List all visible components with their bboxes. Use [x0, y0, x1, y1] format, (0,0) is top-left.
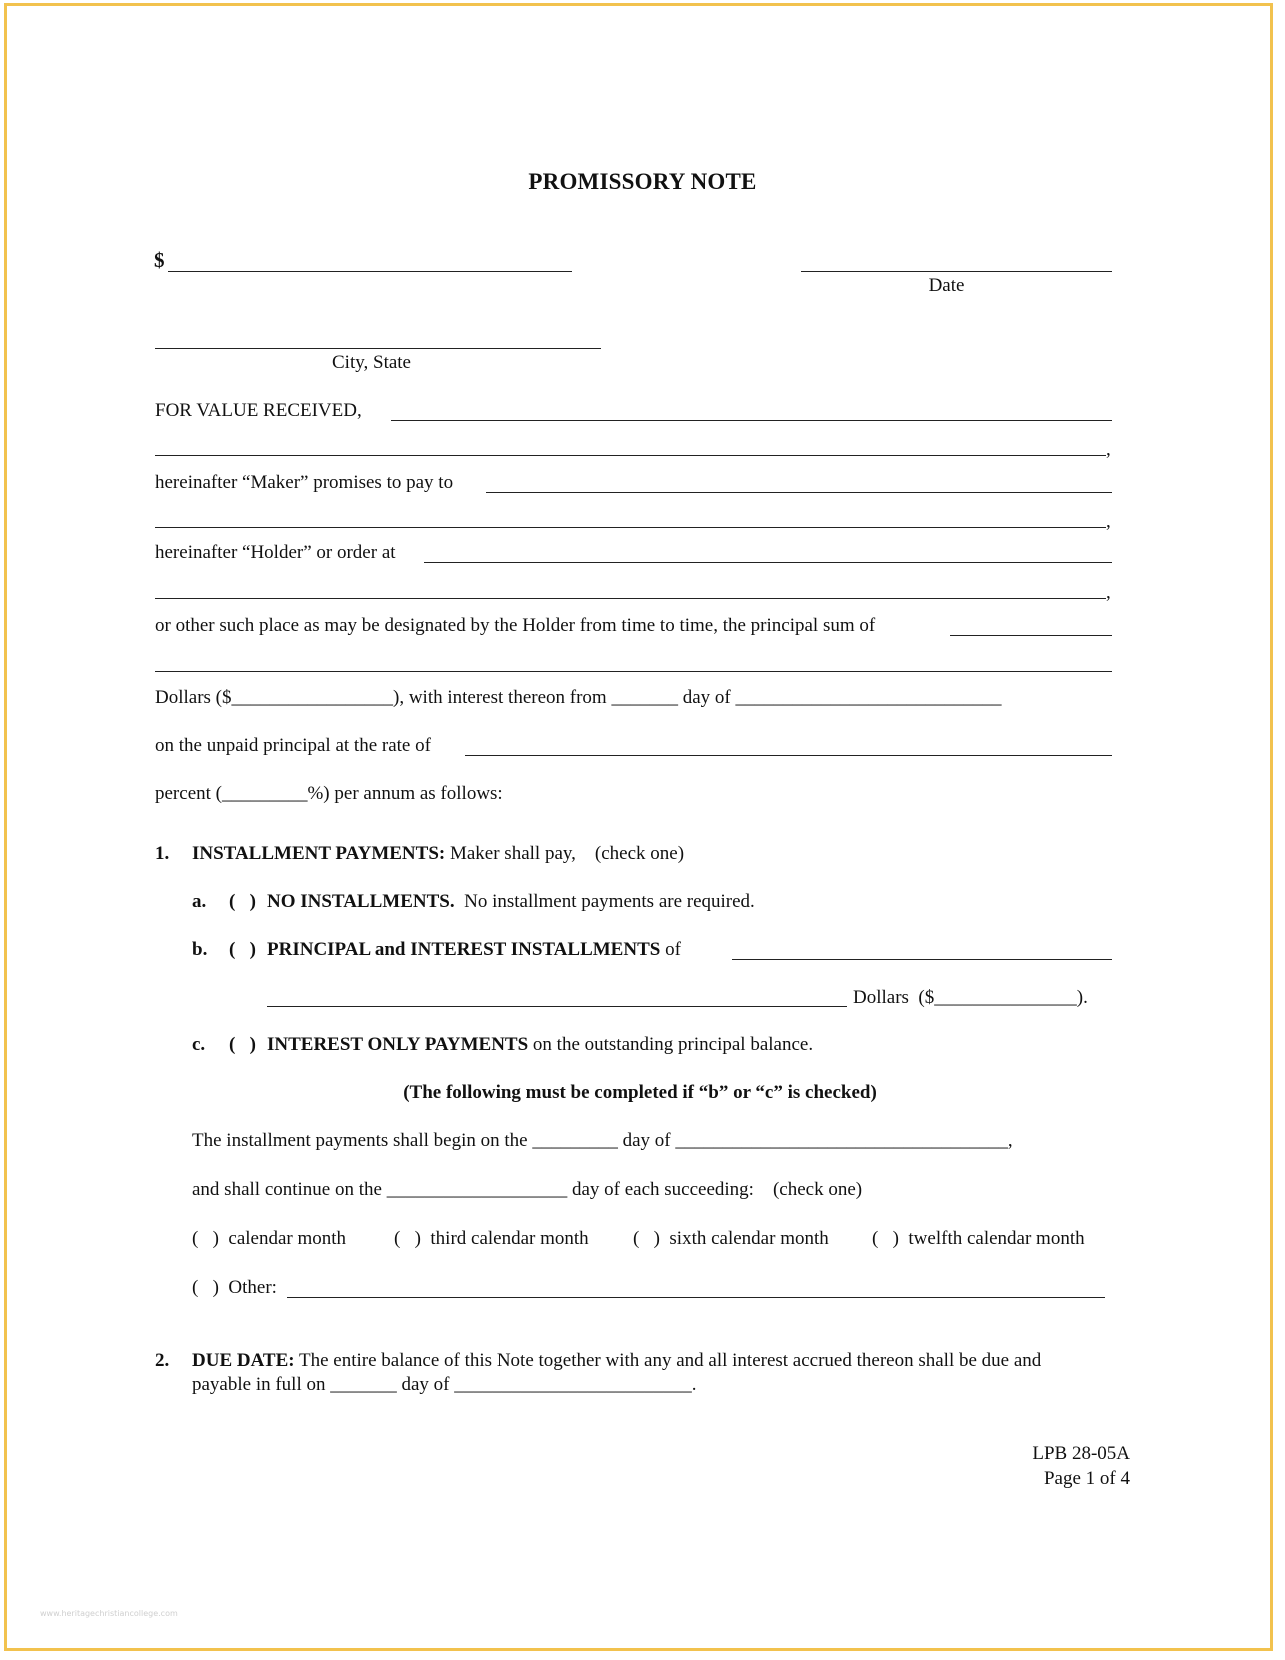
city-state-line[interactable] — [155, 348, 601, 349]
date-line[interactable] — [801, 271, 1112, 272]
payment-place-line-2[interactable] — [155, 598, 1106, 599]
section-2-number: 2. — [155, 1350, 170, 1371]
option-a-letter: a. — [192, 891, 207, 912]
comma: , — [1106, 511, 1111, 532]
option-b-letter: b. — [192, 939, 208, 960]
dollar-sign: $ — [154, 248, 165, 272]
section-2-heading: DUE DATE: — [192, 1350, 295, 1371]
page-number: Page 1 of 4 — [1043, 1468, 1130, 1489]
for-value-received-label: FOR VALUE RECEIVED, — [155, 400, 362, 421]
option-c-text: on the outstanding principal balance. — [528, 1034, 814, 1055]
section-1-heading: INSTALLMENT PAYMENTS: — [192, 843, 446, 864]
holder-name-line[interactable] — [486, 492, 1112, 493]
option-c-line — [267, 1033, 813, 1057]
option-c-letter: c. — [192, 1034, 206, 1055]
dollars-interest-text: Dollars ($_________________), with interest thereon from _______ day of ____________________________ — [155, 687, 1002, 708]
section-1-heading-line — [192, 842, 684, 866]
option-b-dollars: Dollars ($_______________). — [853, 987, 1088, 1008]
watermark: www.heritagechristiancollege.com — [40, 1609, 178, 1618]
section-1-number: 1. — [155, 843, 170, 864]
comma: , — [1106, 582, 1111, 603]
other-place-text: or other such place as may be designated by the Holder from time to time, the principal sum of — [155, 615, 876, 636]
frequency-twelfth-month[interactable]: ( ) twelfth calendar month — [872, 1228, 1085, 1249]
comma: , — [1106, 439, 1111, 460]
installment-amount-line[interactable] — [732, 959, 1112, 960]
other-frequency-line[interactable] — [287, 1297, 1105, 1298]
principal-sum-line[interactable] — [950, 635, 1112, 636]
frequency-sixth-month[interactable]: ( ) sixth calendar month — [633, 1228, 829, 1249]
page-border — [4, 3, 1273, 1651]
amount-line[interactable] — [168, 271, 572, 272]
maker-promises-label: hereinafter “Maker” promises to pay to — [155, 472, 454, 493]
option-b-heading: PRINCIPAL and INTEREST INSTALLMENTS — [267, 939, 661, 960]
option-a-line — [267, 890, 755, 914]
section-2-line-2: payable in full on _______ day of _________________________. — [192, 1374, 697, 1395]
option-b-text: of — [660, 939, 681, 960]
payment-place-line[interactable] — [424, 562, 1112, 563]
unpaid-principal-label: on the unpaid principal at the rate of — [155, 735, 431, 756]
installment-words-line[interactable] — [267, 1006, 847, 1007]
maker-name-line[interactable] — [391, 420, 1112, 421]
frequency-calendar-month[interactable]: ( ) calendar month — [192, 1228, 347, 1249]
section-1-text: Maker shall pay, (check one) — [445, 843, 685, 864]
date-label: Date — [928, 275, 965, 296]
option-a-text: No installment payments are required. — [454, 891, 755, 912]
principal-words-line[interactable] — [155, 671, 1112, 672]
document-title: PROMISSORY NOTE — [528, 169, 757, 194]
rate-words-line[interactable] — [465, 755, 1112, 756]
section-2-line-1 — [192, 1349, 1041, 1373]
frequency-third-month[interactable]: ( ) third calendar month — [394, 1228, 589, 1249]
option-c-checkbox[interactable]: ( ) — [229, 1034, 256, 1055]
begin-line-text: The installment payments shall begin on the _________ day of ___________________________________, — [192, 1130, 1013, 1151]
frequency-other[interactable]: ( ) Other: — [192, 1277, 277, 1298]
option-b-line — [267, 938, 681, 962]
percent-per-annum-text: percent (_________%) per annum as follows: — [155, 783, 503, 804]
option-a-heading: NO INSTALLMENTS. — [267, 891, 455, 912]
maker-address-line[interactable] — [155, 455, 1106, 456]
option-b-checkbox[interactable]: ( ) — [229, 939, 256, 960]
holder-address-line[interactable] — [155, 527, 1106, 528]
following-note: (The following must be completed if “b” or “c” is checked) — [403, 1082, 877, 1103]
form-code: LPB 28-05A — [1032, 1443, 1130, 1464]
section-2-text-1: The entire balance of this Note together with any and all interest accrued thereon shall be due and — [294, 1350, 1042, 1371]
city-state-label: City, State — [332, 352, 411, 373]
holder-order-label: hereinafter “Holder” or order at — [155, 542, 396, 563]
continue-line-text: and shall continue on the ___________________ day of each succeeding: (check one) — [192, 1179, 863, 1200]
option-a-checkbox[interactable]: ( ) — [229, 891, 256, 912]
option-c-heading: INTEREST ONLY PAYMENTS — [267, 1034, 529, 1055]
